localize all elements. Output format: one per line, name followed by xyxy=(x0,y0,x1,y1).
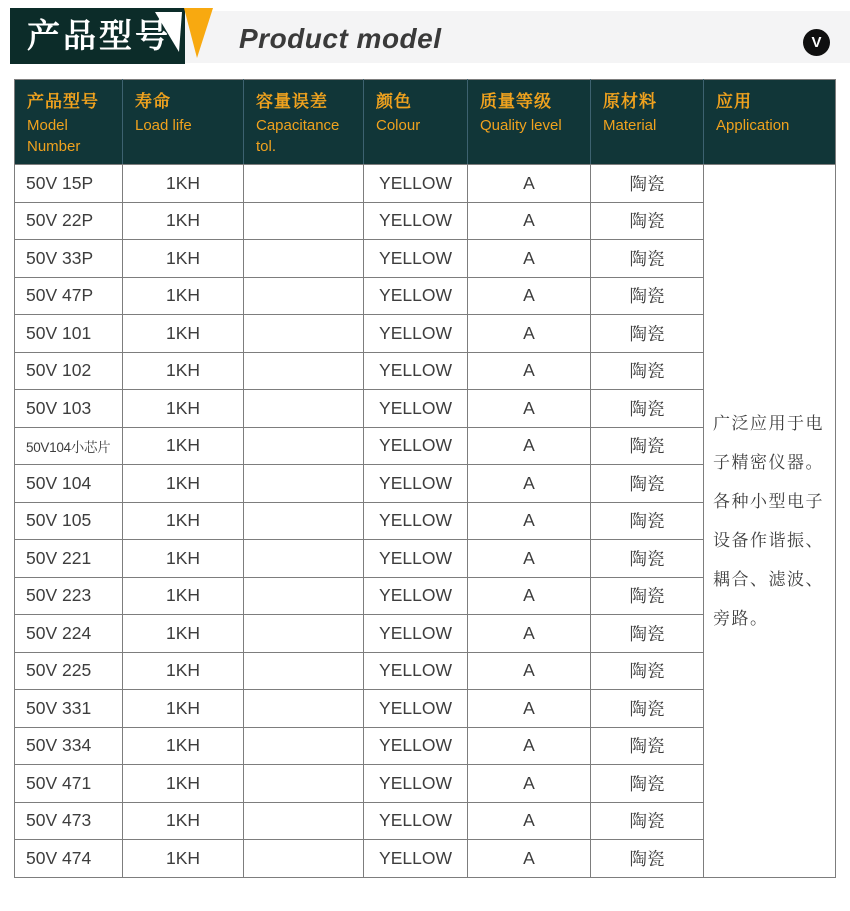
cell-model: 50V 22P xyxy=(15,202,123,240)
header-label-cn: 原材料 xyxy=(603,92,657,111)
cell-material: 陶瓷 xyxy=(591,277,704,315)
cell-load-life: 1KH xyxy=(123,802,244,840)
header-label-en: Model Number xyxy=(27,116,81,156)
cell-quality: A xyxy=(468,390,591,428)
header-label-en: Capacitance tol. xyxy=(256,116,340,156)
cell-cap-tol xyxy=(244,240,364,278)
cell-model: 50V 223 xyxy=(15,577,123,615)
cell-cap-tol xyxy=(244,202,364,240)
version-badge-icon: V xyxy=(803,29,830,56)
cell-quality: A xyxy=(468,690,591,728)
cell-cap-tol xyxy=(244,277,364,315)
cell-cap-tol xyxy=(244,840,364,878)
header-material xyxy=(591,80,704,165)
cell-material: 陶瓷 xyxy=(591,727,704,765)
cell-quality: A xyxy=(468,615,591,653)
cell-load-life: 1KH xyxy=(123,652,244,690)
cell-colour: YELLOW xyxy=(364,840,468,878)
cell-model: 50V 33P xyxy=(15,240,123,278)
cell-load-life: 1KH xyxy=(123,427,244,465)
cell-material: 陶瓷 xyxy=(591,577,704,615)
cell-load-life: 1KH xyxy=(123,540,244,578)
table-body xyxy=(15,165,836,878)
cell-model: 50V 474 xyxy=(15,840,123,878)
cell-colour: YELLOW xyxy=(364,165,468,203)
cell-model: 50V 473 xyxy=(15,802,123,840)
cell-load-life: 1KH xyxy=(123,840,244,878)
cell-cap-tol xyxy=(244,390,364,428)
cell-colour: YELLOW xyxy=(364,390,468,428)
cell-colour: YELLOW xyxy=(364,427,468,465)
cell-model: 50V 103 xyxy=(15,390,123,428)
cell-load-life: 1KH xyxy=(123,690,244,728)
header-label-en: Colour xyxy=(376,116,421,134)
cell-colour: YELLOW xyxy=(364,727,468,765)
cell-quality: A xyxy=(468,427,591,465)
cell-colour: YELLOW xyxy=(364,765,468,803)
cell-colour: YELLOW xyxy=(364,802,468,840)
cell-model: 50V 105 xyxy=(15,502,123,540)
cell-material: 陶瓷 xyxy=(591,802,704,840)
cell-model: 50V 331 xyxy=(15,690,123,728)
header-label-cn: 寿命 xyxy=(135,92,171,111)
cell-cap-tol xyxy=(244,352,364,390)
cell-colour: YELLOW xyxy=(364,202,468,240)
cell-material: 陶瓷 xyxy=(591,540,704,578)
cell-material: 陶瓷 xyxy=(591,502,704,540)
product-spec-table xyxy=(14,79,836,878)
cell-material: 陶瓷 xyxy=(591,465,704,503)
cell-load-life: 1KH xyxy=(123,352,244,390)
cell-material: 陶瓷 xyxy=(591,390,704,428)
cell-cap-tol xyxy=(244,315,364,353)
table-row xyxy=(15,165,836,203)
cell-model: 50V 102 xyxy=(15,352,123,390)
cell-cap-tol xyxy=(244,427,364,465)
cell-load-life: 1KH xyxy=(123,202,244,240)
cell-load-life: 1KH xyxy=(123,727,244,765)
cell-material: 陶瓷 xyxy=(591,765,704,803)
cell-colour: YELLOW xyxy=(364,502,468,540)
page-title-cn: 产品型号 xyxy=(27,17,171,54)
header-label-cn: 颜色 xyxy=(376,92,412,111)
cell-material: 陶瓷 xyxy=(591,840,704,878)
cell-cap-tol xyxy=(244,165,364,203)
cell-colour: YELLOW xyxy=(364,690,468,728)
cell-cap-tol xyxy=(244,802,364,840)
cell-quality: A xyxy=(468,765,591,803)
cell-material: 陶瓷 xyxy=(591,165,704,203)
banner-orange-triangle-icon xyxy=(184,8,213,58)
cell-quality: A xyxy=(468,840,591,878)
cell-quality: A xyxy=(468,240,591,278)
cell-quality: A xyxy=(468,727,591,765)
cell-load-life: 1KH xyxy=(123,165,244,203)
cell-cap-tol xyxy=(244,615,364,653)
cell-quality: A xyxy=(468,352,591,390)
header-capacitance-tol xyxy=(244,80,364,165)
cell-load-life: 1KH xyxy=(123,315,244,353)
cell-load-life: 1KH xyxy=(123,465,244,503)
header-colour xyxy=(364,80,468,165)
header-application xyxy=(704,80,836,165)
cell-model: 50V 471 xyxy=(15,765,123,803)
header-label-cn: 容量误差 xyxy=(256,92,328,111)
header-label-en: Application xyxy=(716,116,790,134)
cell-load-life: 1KH xyxy=(123,502,244,540)
header-label-cn: 质量等级 xyxy=(480,92,552,111)
cell-cap-tol xyxy=(244,465,364,503)
cell-colour: YELLOW xyxy=(364,240,468,278)
cell-material: 陶瓷 xyxy=(591,240,704,278)
cell-quality: A xyxy=(468,577,591,615)
cell-model: 50V 334 xyxy=(15,727,123,765)
cell-cap-tol xyxy=(244,652,364,690)
cell-colour: YELLOW xyxy=(364,577,468,615)
cell-colour: YELLOW xyxy=(364,315,468,353)
cell-quality: A xyxy=(468,502,591,540)
cell-quality: A xyxy=(468,802,591,840)
cell-model: 50V 221 xyxy=(15,540,123,578)
cell-quality: A xyxy=(468,165,591,203)
table-header xyxy=(15,80,836,165)
cell-material: 陶瓷 xyxy=(591,652,704,690)
cell-quality: A xyxy=(468,277,591,315)
cell-load-life: 1KH xyxy=(123,765,244,803)
cell-load-life: 1KH xyxy=(123,240,244,278)
cell-model: 50V 225 xyxy=(15,652,123,690)
cell-quality: A xyxy=(468,202,591,240)
cell-colour: YELLOW xyxy=(364,652,468,690)
cell-material: 陶瓷 xyxy=(591,315,704,353)
cell-colour: YELLOW xyxy=(364,277,468,315)
cell-cap-tol xyxy=(244,690,364,728)
cell-cap-tol xyxy=(244,765,364,803)
cell-cap-tol xyxy=(244,727,364,765)
cell-material: 陶瓷 xyxy=(591,690,704,728)
cell-model: 50V 47P xyxy=(15,277,123,315)
cell-model: 50V 101 xyxy=(15,315,123,353)
application-cell: 广泛应用于电子精密仪器。各种小型电子设备作谐振、耦合、滤波、旁路。 xyxy=(704,165,836,878)
cell-quality: A xyxy=(468,652,591,690)
cell-colour: YELLOW xyxy=(364,615,468,653)
cell-material: 陶瓷 xyxy=(591,352,704,390)
cell-colour: YELLOW xyxy=(364,465,468,503)
header-quality-level xyxy=(468,80,591,165)
header-label-en: Material xyxy=(603,116,657,134)
cell-load-life: 1KH xyxy=(123,615,244,653)
header-load-life xyxy=(123,80,244,165)
header-model-number xyxy=(15,80,123,165)
cell-quality: A xyxy=(468,540,591,578)
cell-load-life: 1KH xyxy=(123,390,244,428)
cell-material: 陶瓷 xyxy=(591,615,704,653)
cell-cap-tol xyxy=(244,577,364,615)
cell-colour: YELLOW xyxy=(364,540,468,578)
cell-cap-tol xyxy=(244,502,364,540)
cell-quality: A xyxy=(468,315,591,353)
header-label-cn: 应用 xyxy=(716,92,752,111)
cell-model: 50V104小芯片 xyxy=(15,427,123,465)
cell-model: 50V 224 xyxy=(15,615,123,653)
cell-quality: A xyxy=(468,465,591,503)
cell-load-life: 1KH xyxy=(123,577,244,615)
header-label-en: Load life xyxy=(135,116,192,134)
cell-cap-tol xyxy=(244,540,364,578)
cell-model: 50V 15P xyxy=(15,165,123,203)
cell-material: 陶瓷 xyxy=(591,427,704,465)
cell-material: 陶瓷 xyxy=(591,202,704,240)
page-title-en: Product model xyxy=(239,23,442,54)
header-label-cn: 产品型号 xyxy=(27,92,99,111)
cell-model: 50V 104 xyxy=(15,465,123,503)
cell-load-life: 1KH xyxy=(123,277,244,315)
cell-colour: YELLOW xyxy=(364,352,468,390)
header-label-en: Quality level xyxy=(480,116,562,134)
